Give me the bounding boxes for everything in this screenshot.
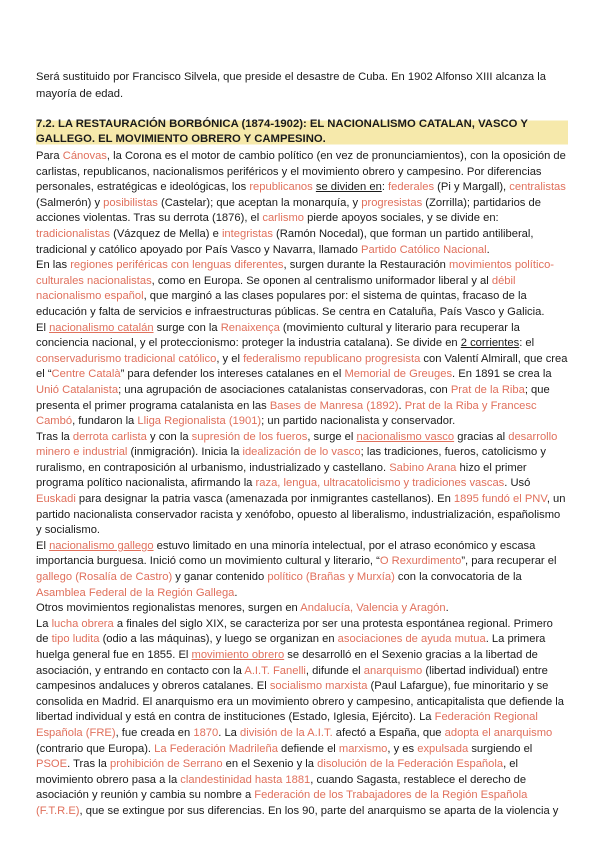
text-run: :: [381, 181, 389, 194]
highlighted-term: marxismo: [338, 742, 388, 755]
highlighted-term: centralistas: [509, 181, 566, 194]
text-run: ”, para recuperar el: [461, 555, 557, 568]
text-run: ; que presenta el primer programa catalanista en las: [36, 383, 550, 412]
highlighted-term: disolución de la Federación Española: [317, 758, 504, 771]
text-run: se desarrolló en el Sexenio gracias a la libertad de asociación, y entrando en contacto con la: [36, 649, 538, 677]
section-body: [36, 149, 568, 820]
highlighted-term: Cánovas: [62, 150, 107, 162]
text-run: , que marginó a las clases populares por: el sistema de quintas, fracaso de la educación y falta de servicios e infraestructuras públicas. Se centra en Cataluña, País Vasco y Galicia.: [36, 290, 545, 318]
text-run: , surge el: [307, 430, 357, 443]
highlighted-term: prohibición de Serrano: [110, 758, 223, 771]
text-run: (Ramón Nocedal), que forman un partido antiliberal, tradicional y católico apoyado por País Vasco y Navarra, llamado: [36, 227, 534, 256]
body-paragraph: [36, 601, 568, 617]
text-run: , un partido nacionalista conservador racista y xenófobo, opuesto al liberalismo, industrialización, españolismo y socialismo.: [36, 493, 566, 537]
highlighted-term: Asamblea Federal de la Región Gallega: [36, 586, 235, 599]
highlighted-term: movimientos político-culturales nacionalistas: [36, 259, 555, 287]
highlighted-term: A.I.T. Fanelli: [244, 664, 306, 677]
text-run: (Zorrilla); partidarios de acciones violentas. Tras su derrota (1876), el: [36, 196, 541, 225]
highlighted-term: movimiento obrero: [191, 649, 285, 661]
highlighted-term: progresistas: [361, 196, 423, 209]
highlighted-term: Sabino Arana: [389, 461, 457, 474]
body-paragraph: [36, 539, 568, 601]
text-run: con la convocatoria de la: [394, 571, 522, 584]
highlighted-term: se dividen en: [315, 181, 382, 194]
highlighted-term: 1895 fundó el PNV: [453, 493, 547, 506]
text-run: (contrario que Europa).: [36, 742, 155, 755]
text-run: y con la: [146, 430, 192, 443]
text-run: .: [398, 399, 405, 412]
text-run: , cuando Sagasta, restablece el derecho de asociación y reunión y cambia su nombre a: [36, 773, 527, 802]
highlighted-term: raza, lengua, ultracatolicismo y tradiciones vascas: [255, 477, 505, 490]
text-run: Tras la: [36, 430, 73, 443]
intro-paragraph: Será sustituido por Francisco Silvela, que preside el desastre de Cuba. En 1902 Alfonso XIII alcanza la mayoría de edad.: [36, 71, 546, 100]
highlighted-term: Prat de la Riba y Francesc Cambó: [36, 399, 537, 428]
text-run: , el movimiento obrero pasa a la: [36, 758, 519, 786]
highlighted-term: tipo ludita: [51, 633, 100, 646]
highlighted-term: 1870: [193, 726, 219, 739]
highlighted-term: Bases de Manresa (1892): [269, 399, 399, 412]
highlighted-term: idealización de lo vasco: [242, 446, 361, 459]
highlighted-term: desarrollo minero e industrial: [36, 430, 558, 459]
text-run: , y es: [387, 742, 418, 755]
highlighted-term: Renaixença: [220, 321, 280, 334]
text-run: (Castelar); que aceptan la monarquía, y: [157, 196, 362, 209]
text-run: (odio a las máquinas), y luego se organizan en: [99, 633, 338, 646]
highlighted-term: anarquismo: [363, 664, 423, 677]
highlighted-term: lucha obrera: [51, 617, 114, 630]
text-run: , difunde el: [305, 664, 364, 677]
highlighted-term: republicanos: [249, 181, 313, 194]
text-run: en el Sexenio y la: [222, 758, 318, 771]
highlighted-term: clandestinidad hasta 1881: [180, 773, 311, 786]
text-run: El: [36, 321, 50, 334]
text-run: hizo el primer programa político nacionalista, afirmando la: [36, 461, 527, 490]
highlighted-term: Partido Católico Nacional: [361, 243, 487, 256]
highlighted-term: Andalucía, Valencia y Aragón: [300, 602, 446, 615]
text-run: . Usó: [504, 477, 531, 490]
text-run: Para: [36, 150, 63, 162]
text-run: ” para defender los intereses catalanes en el: [120, 368, 345, 381]
text-run: (movimiento cultural y literario para recuperar la conciencia nacional, y el proteccionismo: proteger la industria catalana). Se divide en: [36, 321, 520, 350]
highlighted-term: gallego (Rosalía de Castro): [36, 571, 173, 584]
highlighted-term: 2 corrientes: [460, 337, 520, 350]
text-run: ; una agrupación de asociaciones catalanistas conservadoras, con: [118, 383, 451, 396]
body-paragraph: [36, 149, 568, 258]
text-run: En las: [36, 259, 71, 272]
highlighted-term: nacionalismo catalán: [49, 321, 154, 334]
highlighted-term: Centre Català: [51, 368, 121, 381]
highlighted-term: conservadurismo tradicional católico: [36, 352, 217, 365]
section-heading: 7.2. LA RESTAURACIÓN BORBÓNICA (1874-1902): EL NACIONALISMO CATALAN, VASCO Y GALLEGO. EL MOVIMIENTO OBRERO Y CAMPESINO.: [36, 117, 568, 147]
text-run: con Valentí Almirall, que crea el “: [36, 352, 568, 381]
highlighted-term: integristas: [221, 227, 273, 240]
text-run: , que se extingue por sus diferencias. En los 90, parte del anarquismo se aparta de la violencia y: [79, 804, 559, 817]
highlighted-term: posibilistas: [103, 196, 158, 209]
text-run: (Paul Lafargue), fue minoritario y se consolida en Madrid. El anarquismo era un movimiento obrero y campesino, anticapitalista que defiende la libertad individual y está en contra de instituciones (Estado, Iglesia, Ejército). La: [36, 680, 564, 724]
highlighted-term: expulsada: [417, 742, 469, 755]
text-run: , y el: [216, 352, 244, 365]
text-run: estuvo limitado en una minoría intelectual, por el atraso económico y escasa importancia burguesa. Inició como un movimiento cultural y literario, “: [36, 539, 536, 568]
text-run: surgiendo el: [468, 742, 533, 755]
text-run: defiende el: [277, 742, 339, 755]
text-run: (Salmerón) y: [36, 196, 104, 209]
highlighted-term: Federación de los Trabajadores de la Región Española (F.T.R.E): [36, 789, 528, 817]
text-run: ; las tradiciones, fueros, catolicismo y ruralismo, en contraposición al urbanismo, industrializado y castellano.: [36, 446, 546, 474]
text-run: . Tras la: [67, 758, 110, 771]
highlighted-term: Federación Regional Española (FRE): [36, 711, 538, 739]
text-run: . La: [218, 726, 241, 739]
highlighted-term: adopta el anarquismo: [444, 726, 553, 739]
highlighted-term: Lliga Regionalista (1901): [137, 415, 262, 428]
text-run: , surgen durante la Restauración: [283, 259, 449, 272]
highlighted-term: derrota carlista: [72, 430, 147, 443]
highlighted-term: división de la A.I.T.: [240, 726, 333, 739]
text-run: , fundaron la: [72, 415, 138, 428]
text-run: .: [486, 243, 490, 256]
text-run: : el: [519, 337, 535, 350]
highlighted-term: federales: [388, 181, 435, 194]
highlighted-term: nacionalismo vasco: [356, 430, 455, 443]
highlighted-term: político (Brañas y Murxía): [267, 571, 395, 584]
text-run: , la Corona es el motor de cambio político (en vez de pronunciamientos), con la oposición de carlistas, republicanos, nacionalismos periféricos y el movimiento obrero y campesino. Por diferencias personales, estratégicas e ideológicas, los: [36, 150, 566, 194]
body-paragraph: [36, 321, 568, 430]
text-run: .: [234, 586, 238, 599]
highlighted-term: nacionalismo gallego: [49, 539, 154, 552]
highlighted-term: O Rexurdimento: [379, 555, 462, 568]
text-run: (libertad individual) entre campesinos andaluces y obreros catalanes. El: [36, 664, 548, 693]
text-run: pierde apoyos sociales, y se divide en:: [304, 212, 499, 225]
text-run: .: [445, 602, 449, 615]
text-run: surge con la: [153, 321, 221, 334]
highlighted-term: regiones periféricas con lenguas diferentes: [70, 259, 284, 272]
highlighted-term: débil nacionalismo español: [36, 274, 516, 303]
text-run: (Vázquez de Mella) e: [110, 227, 222, 240]
text-run: afectó a España, que: [332, 726, 445, 739]
text-run: Otros movimientos regionalistas menores, surgen en: [36, 602, 301, 615]
document-page: [36, 69, 568, 820]
text-run: La: [36, 617, 52, 630]
highlighted-term: Unió Catalanista: [36, 383, 119, 396]
text-run: y ganar contenido: [172, 571, 268, 584]
body-paragraph: [36, 430, 568, 539]
highlighted-term: Prat de la Riba: [450, 383, 525, 396]
text-run: . En 1891 se crea la: [452, 368, 552, 381]
text-run: para designar la patria vasca (amenazada por inmigrantes castellanos). En: [75, 493, 454, 506]
highlighted-term: tradicionalistas: [36, 227, 110, 240]
text-run: , como en Europa. Se oponen al centralismo uniformador liberal y al: [151, 274, 492, 287]
highlighted-term: federalismo republicano progresista: [243, 352, 421, 365]
text-run: gracias al: [454, 430, 509, 443]
text-run: ; un partido nacionalista y conservador.: [261, 415, 456, 428]
text-run: (Pi y Margall),: [434, 181, 510, 194]
text-run: . La primera huelga general fue en 1855. El: [36, 633, 546, 661]
text-run: El: [36, 539, 50, 552]
highlighted-term: Memorial de Greuges: [344, 368, 453, 381]
highlighted-term: asociaciones de ayuda mutua: [337, 633, 486, 646]
highlighted-term: Euskadi: [36, 493, 76, 506]
highlighted-term: carlismo: [262, 212, 305, 225]
highlighted-term: supresión de los fueros: [191, 430, 308, 443]
highlighted-term: PSOE: [36, 758, 68, 771]
text-run: , fue creada en: [115, 726, 194, 739]
body-paragraph: [36, 258, 568, 320]
text-run: (inmigración). Inicia la: [127, 446, 243, 459]
body-paragraph: [36, 617, 568, 820]
text-run: a finales del siglo XIX, se caracteriza por ser una protesta espontánea regional. Primero de: [36, 617, 553, 646]
highlighted-term: La Federación Madrileña: [154, 742, 278, 755]
highlighted-term: socialismo marxista: [269, 680, 368, 693]
